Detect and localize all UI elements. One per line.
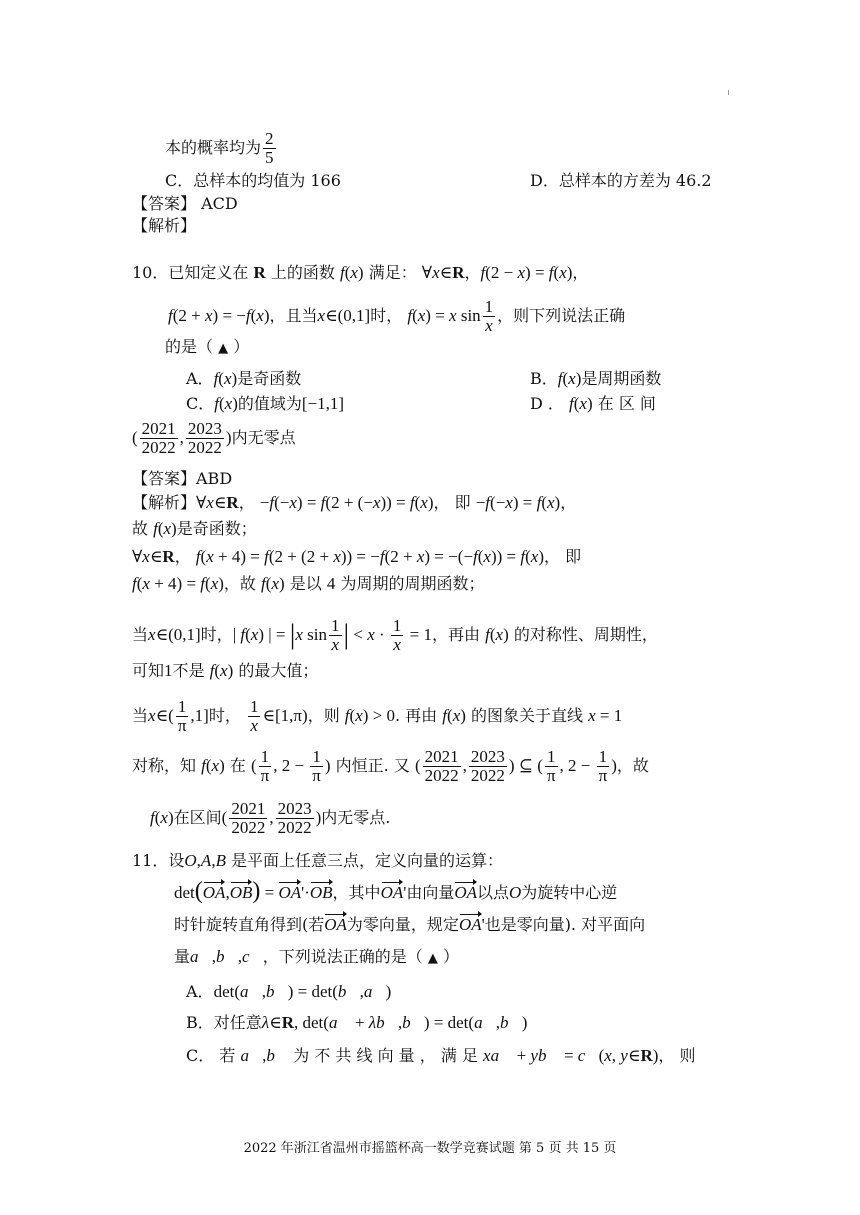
q10-option-b: B．f(x)是周期函数	[530, 369, 662, 388]
q11-option-a: A．det(a⃗,b⃗) = det(b⃗,a⃗)	[186, 982, 392, 1001]
q10-solution-4: f(x + 4) = f(x)，故 f(x) 是以 4 为周期的周期函数；	[132, 574, 485, 593]
q10-solution-1: 【解析】∀x∈R， −f(−x) = f(2 + (−x)) = f(x)， 即 −f(−x) = f(x)，	[132, 493, 577, 512]
q10-solution-8: 对称，知 f(x) 在 ( $\frac{1}{\pi}$ , 2 − $\frac{1}{\pi}$ ) 内恒正. 又 ( $\frac{2021}{2022}$ , $\frac{2023}{2022}$ ) ⊆ ( $\frac{1}{\pi}$ , 2 − $\frac{1}{\pi}$ )，故	[132, 747, 649, 785]
q9-prob-text: 本的概率均为	[165, 138, 262, 157]
q10-option-a: A．f(x)是奇函数	[186, 369, 302, 388]
q10-solution-7: 当x∈( $\frac{1}{\pi}$ ,1]时， $\frac{1}{x}$ ∈[1,π)，则 f(x) > 0. 再由 f(x) 的图象关于直线 x = 1	[132, 697, 623, 735]
q11-option-b: B．对任意λ∈R, det(a⃗ + λb⃗,b⃗) = det(a⃗,b⃗)	[186, 1013, 528, 1032]
q10-solution-9: f(x)在区间( $\frac{2021}{2022}$ , $\frac{2023}{2022}$ )内无零点.	[150, 799, 391, 837]
q10-option-d: D ． f(x) 在 区 间	[530, 394, 656, 413]
q9-option-c: C．总样本的均值为 166	[165, 171, 341, 190]
q10-line3: 的是（ ▲ ）	[165, 337, 250, 356]
fraction: $\frac{2}{5}$	[265, 129, 274, 167]
blank-triangle-icon: ▲	[218, 341, 229, 356]
q10-option-c: C．f(x)的值域为[−1,1]	[186, 394, 345, 413]
q9-option-d: D．总样本的方差为 46.2	[530, 171, 712, 190]
q11-line3: 时针旋转直角得到(若OA为零向量，规定OA'也是零向量). 对平面向	[174, 915, 646, 934]
q10-solution-5: 当x∈(0,1]时，| f(x) | = |x sin $\frac{1}{x}$ | < x · $\frac{1}{x}$ = 1，再由 f(x) 的对称性、周期性，	[132, 616, 658, 654]
q9-answer: 【答案】 ACD	[132, 194, 238, 213]
q9-analysis: 【解析】	[132, 216, 197, 235]
q10-solution-2: 故 f(x)是奇函数；	[132, 519, 257, 538]
page-footer: 2022 年浙江省温州市摇篮杯高一数学竞赛试题 第 5 页 共 15 页	[243, 1141, 617, 1156]
q11-line1: 11．设O,A,B 是平面上任意三点，定义向量的运算：	[132, 851, 504, 870]
q10-solution-3: ∀x∈R， f(x + 4) = f(2 + (2 + x)) = −f(2 + x) = −(−f(x)) = f(x)， 即	[132, 547, 582, 566]
q11-line2: det(OA,OB) = OA'·OB，其中OA'由向量OA以点O为旋转中心逆	[174, 878, 618, 904]
q11-line4: 量a⃗,b⃗,c⃗，下列说法正确的是（ ▲ ）	[174, 947, 459, 966]
q10-solution-6: 可知1不是 f(x) 的最大值；	[132, 661, 319, 680]
q9-prob-line	[165, 130, 278, 167]
q11-option-c: C． 若 a⃗,b⃗ 为 不 共 线 向 量 ， 满 足 xa⃗ + yb⃗ = c⃗(x, y∈R)， 则	[186, 1046, 696, 1065]
q10-answer: 【答案】ABD	[132, 469, 233, 488]
corner-mark	[728, 90, 729, 95]
blank-triangle-icon: ▲	[427, 951, 438, 966]
q10-line2: f(2 + x) = −f(x)，且当x∈(0,1]时， f(x) = x sin $\frac{1}{x}$ ，则下列说法正确	[168, 297, 626, 335]
q10-line1: 10．已知定义在 R 上的函数 f(x) 满足： ∀x∈R，f(2 − x) = f(x)，	[132, 263, 589, 282]
q10-option-d-cont: ( $\frac{2021}{2022}$ , $\frac{2023}{2022}$ )内无零点	[132, 419, 296, 457]
